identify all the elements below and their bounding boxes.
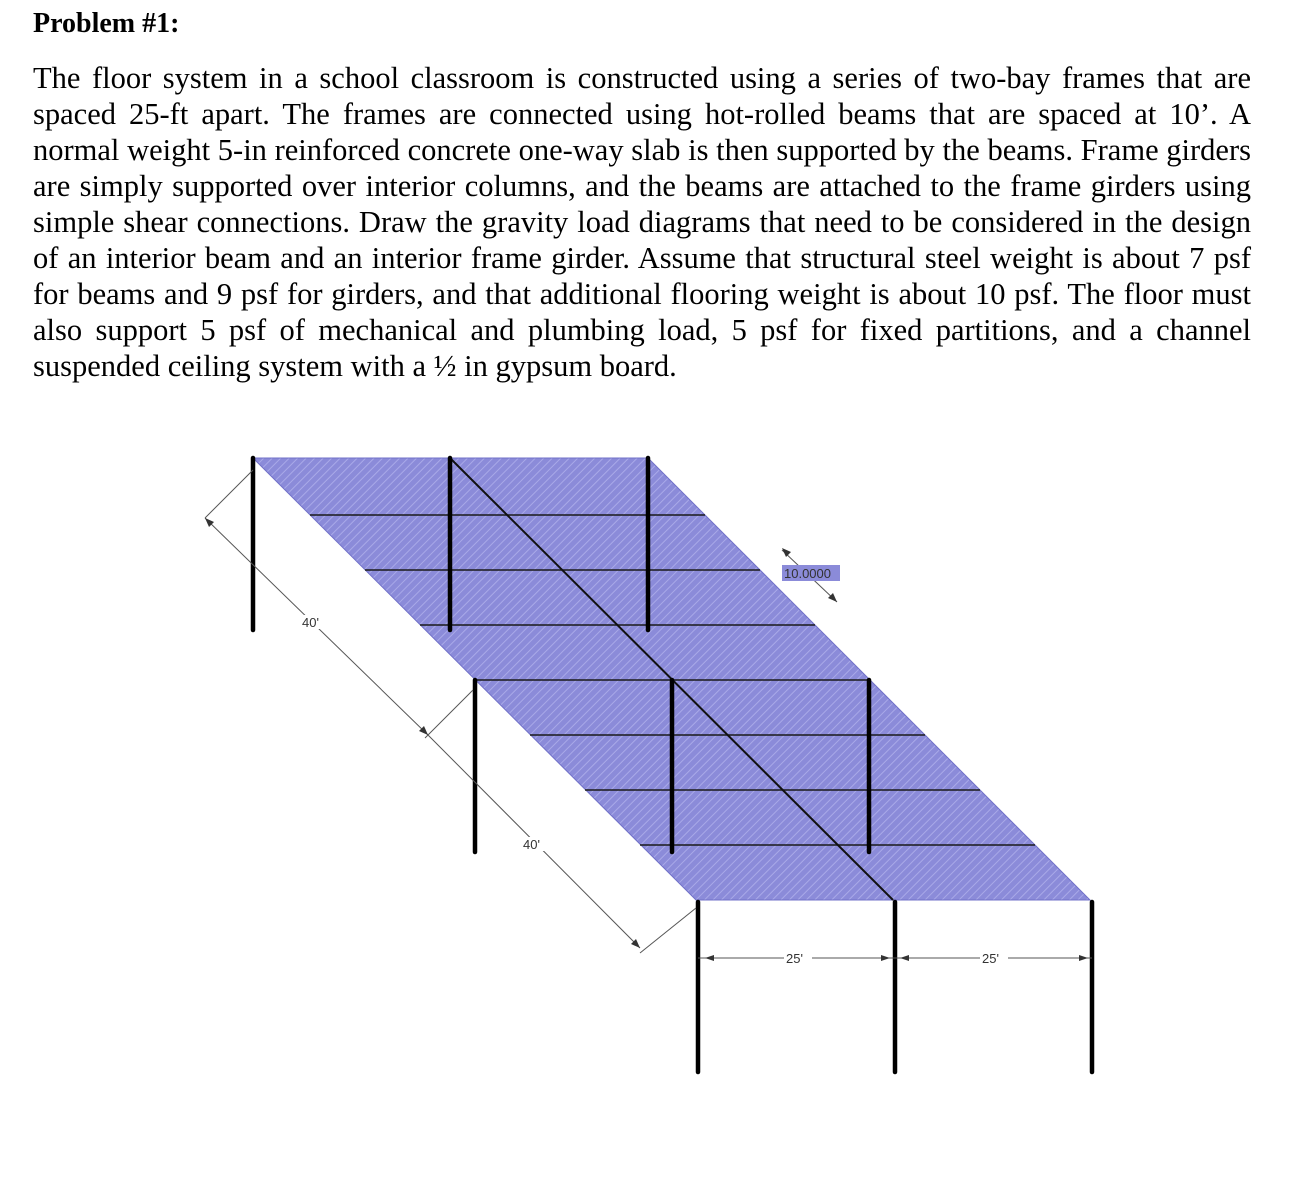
dim-label-bay-right: 25' [982,951,999,966]
dim-label-beam-spacing: 10.0000 [784,566,831,581]
dim-label-upper-40: 40' [302,615,319,630]
dim-label-bay-left: 25' [786,951,803,966]
problem-statement: The floor system in a school classroom is constructed using a series of two-bay frames that are spaced 25-ft apart. The frames are connected using hot-rolled beams that are spaced at 10’. A normal weight 5-in reinforced concrete one-way slab is then supported by the beams. Frame girders are simply supported over interior columns, and the beams are attached to the frame girders using simple shear connections. Draw the gravity load diagrams that need to be considered in the design of an interior beam and an interior frame girder. Assume that structural steel weight is about 7 psf for beams and 9 psf for girders, and that additional flooring weight is about 10 psf. The floor must also support 5 psf of mechanical and plumbing load, 5 psf for fixed partitions, and a channel suspended ceiling system with a ½ in gypsum board. [33,61,1251,383]
dimension-beam-spacing [782,548,840,602]
dim-label-lower-40: 40' [523,837,540,852]
problem-heading: Problem #1: [33,8,180,39]
